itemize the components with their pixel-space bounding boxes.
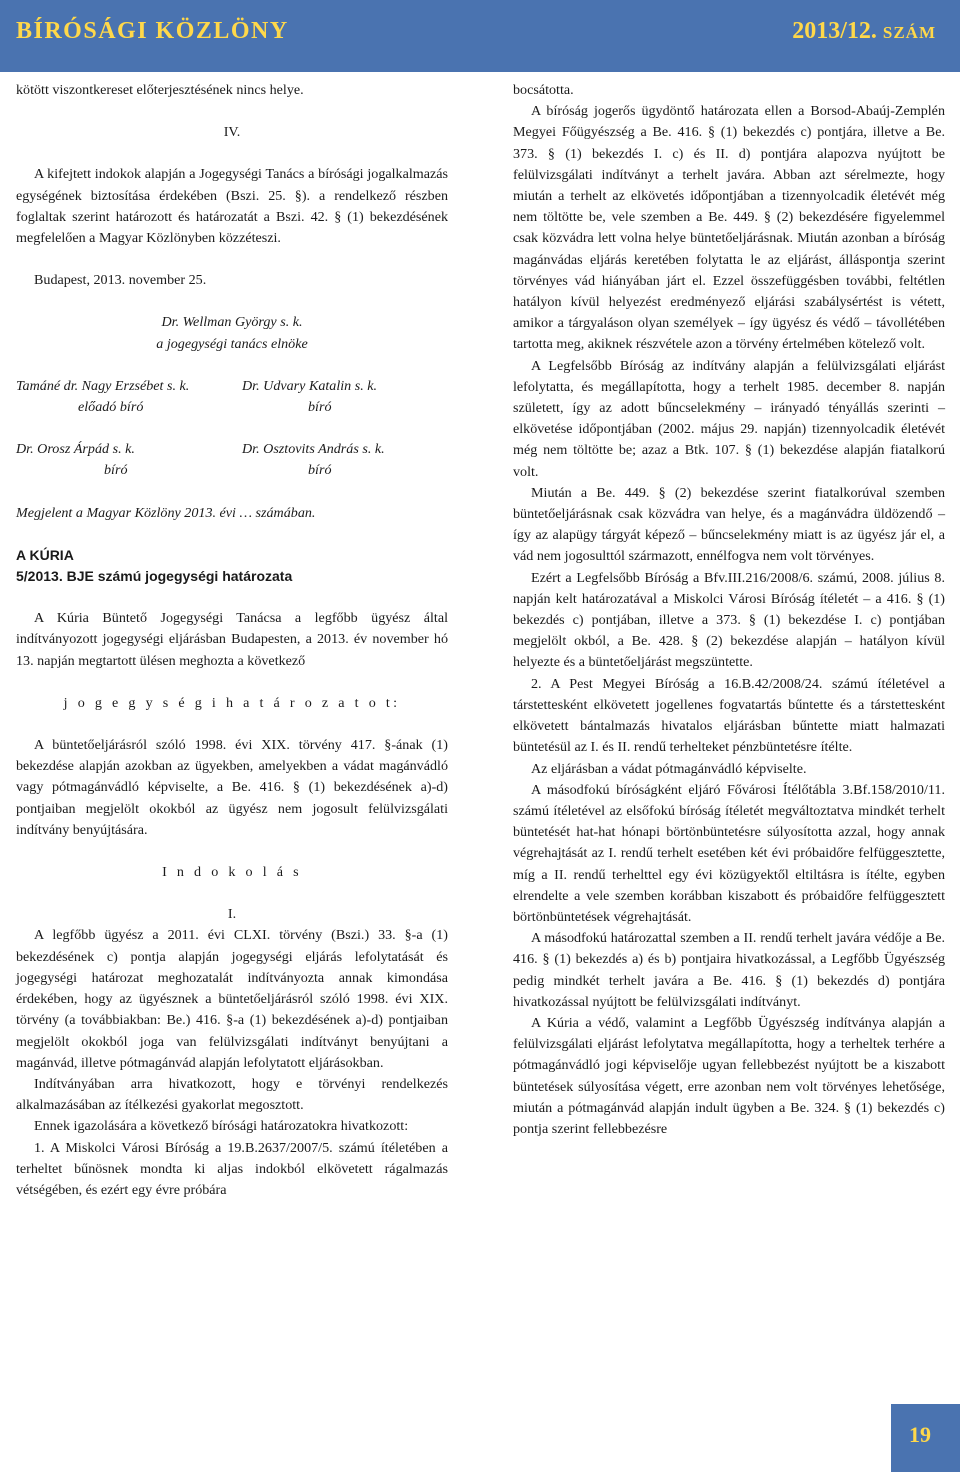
signature-name: Dr. Udvary Katalin s. k. <box>242 377 378 394</box>
paragraph: bocsátotta. <box>513 82 574 98</box>
paragraph: A büntetőeljárásról szóló 1998. évi XIX. törvény 417. §-ának (1) bekezdése alapján azokban az ügyekben, amelyekben a vádat magánvádló vagy pótmagánvádló képviselte, a Be. 416. § (1) bekezdésének a)-d) pontjaiban megjelölt okokból az ügyész nem jogosult felülvizsgálati indítvány benyújtására. <box>16 737 448 838</box>
decision-title: 5/2013. BJE számú jogegységi határozata <box>16 568 293 585</box>
paragraph: A Legfelsőbb Bíróság az indítvány alapján a felülvizsgálati eljárást lefolytatta, és megállapította, hogy a terhelt 1985. december 8. napján született, így az adott bűncselekmény – irányadó tényállás szerinti – elkövetése időpontjában (2002. május 29. napján) tizennyolcadik életévét még nem töltötte be; azaz a Btk. 107. § (1) bekezdése alapján fiatalkorú volt. <box>513 357 945 480</box>
journal-title: BÍRÓSÁGI KÖZLÖNY <box>16 18 289 44</box>
paragraph: Ezért a Legfelsőbb Bíróság a Bfv.III.216/2008/6. számú, 2008. július 8. napján kelt határozatával a Miskolci Városi Bíróság ítéletét – a 416. § (1) bekezdés c) pontjában, illetve a 373. § (1) bekezdése I. c) pontjában megjelölt okból, a Be. 428. § (2) bekezdése alapján – hatályon kívül helyezte és a büntetőeljárást megszüntette. <box>513 569 945 671</box>
paragraph: A kifejtett indokok alapján a Jogegységi Tanács a bírósági jogalkalmazás egységének biztosítása érdekében (Bszi. 25. §). a rendelkező részben foglaltak szerint határozott és határozatát a Bszi. 42. § (1) bekezdésének megfelelően a Magyar Közlönyben közzéteszi. <box>16 166 448 247</box>
paragraph: Ennek igazolására a következő bírósági határozatokra hivatkozott: <box>34 1118 409 1135</box>
signature-role: bíró <box>104 462 128 479</box>
paragraph: 1. A Miskolci Városi Bíróság a 19.B.2637/2007/5. számú ítéletében a terheltet bűnösnek mondta ki aljas indokból elkövetett rágalmazás vétségében, és ezért egy évre próbára <box>16 1139 448 1198</box>
signature-role: bíró <box>308 462 332 479</box>
paragraph: A Kúria a védő, valamint a Legfőbb Ügyészség indítványa alapján a felülvizsgálati eljárást lefolytatva megállapította, hogy a terheltek terhére a pótmagánvádló jogi képviselője ugyan fellebbezést nyújtott be a kiszabott büntetések súlyosítása végett, erre azonban nem volt törvényes lehetősége, miután a pótmagánvád alapján indult ügyben a Be. 324. § (1) bekezdés c) pontja szerint fellebbezésre <box>513 1014 945 1137</box>
page-number-box <box>891 1404 960 1472</box>
right-column <box>513 80 945 1140</box>
issue-number <box>792 18 936 45</box>
decision-word: j o g e g y s é g i h a t á r o z a t o t: <box>63 694 401 711</box>
signature-block <box>16 439 222 481</box>
paragraph: Miután a Be. 449. § (2) bekezdése szerint fiatalkorúval szemben büntetőeljárásnak csak közvádra van helye, és a magánvádra üldözendő – így az alapügy tárgyát képező – bűncselekmény miatt is az ügyész jár el, a vád nem jogosulttól származott, ennélfogva nem volt törvényes. <box>513 484 945 565</box>
left-column <box>16 80 448 1201</box>
paragraph: A legfőbb ügyész a 2011. évi CLXI. törvény (Bszi.) 33. §-a (1) bekezdésének c) pontja alapján jogegységi eljárás lefolytatását és jogegységi határozat meghozatalát indítványozta annak kimondása érdekében, hogy az ügyésznek a büntetőeljárásról szóló 1998. évi XIX. törvény (a továbbiakban: Be.) 416. §-a (1) bekezdésének a)-d) pontjaiban megjelölt okokból joga van felülvizsgálati indítványt benyújtani a magánvád, illetve pótmagánvád alapján lefolytatott eljárásokban. <box>16 927 448 1071</box>
signature-name: Dr. Osztovits András s. k. <box>242 441 385 458</box>
paragraph: A másodfokú határozattal szemben a II. rendű terhelt javára védője a Be. 416. § (1) bekezdés a) és b) pontjaira hivatkozással, a Legfőbb Ügyészség pedig mindkét terhelt javára a Be. 416. § (1) bekezdés d) pontjára hivatkozással nyújtott be felülvizsgálati indítványt. <box>513 930 945 1010</box>
chair-role: a jogegységi tanács elnöke <box>156 335 308 352</box>
signature-name: Dr. Orosz Árpád s. k. <box>16 441 135 458</box>
signature-name: Tamáné dr. Nagy Erzsébet s. k. <box>16 377 190 394</box>
court-name: A KÚRIA <box>16 546 74 563</box>
paragraph: A másodfokú bíróságként eljáró Fővárosi Ítélőtábla 3.Bf.158/2010/11. számú ítéletével az elsőfokú bíróság ítéletét megváltoztatva mindkét terhelt büntetését hat-hat hónapi börtönbüntetésre súlyosította azzal, hogy annak végrehajtását az I. rendű terhelt esetében két évi próbaidőre felfüggesztette, míg a II. rendű terhelttel egy évi közügyektől eltiltásra is ítélte, egyben elrendelte a vele szemben korábban kiszabott és próbaidőre felfüggesztett börtönbüntetések végrehajtását. <box>513 781 945 925</box>
signature-block <box>222 376 448 418</box>
signature-row <box>16 376 448 418</box>
page-number: 19 <box>909 1422 931 1447</box>
paragraph: kötött viszontkereset előterjesztésének nincs helye. <box>16 82 304 98</box>
paragraph: 2. A Pest Megyei Bíróság a 16.B.42/2008/24. számú ítéletével a társtettesként elkövetett jogellenes fogvatartás bűntette és a társtettesként elkövetett bántalmazás hivatalos eljárásban bűntette miatt halmazati büntetésül az I. és II. rendű terhelteket pénzbüntetésre ítélte. <box>513 675 945 756</box>
section-number: I. <box>227 906 237 923</box>
signature-row <box>16 439 448 481</box>
publication-note: Megjelent a Magyar Közlöny 2013. évi … számában. <box>16 504 316 521</box>
journal-header <box>0 0 960 72</box>
reasons-heading: I n d o k o l á s <box>162 864 302 881</box>
issue-number-value: 2013/12. <box>792 18 877 44</box>
signature-block <box>16 376 222 418</box>
signature-role: bíró <box>308 399 332 416</box>
paragraph: A bíróság jogerős ügydöntő határozata ellen a Borsod-Abaúj-Zemplén Megyei Főügyészség a Be. 416. § (1) bekezdés c) pontjára, illetve a Be. 373. § (1) bekezdés I. c) és II. d) pontjára alapozva nyújtott be felülvizsgálati indítványt a terhelt javára. Abban azt sérelmezte, hogy miután a terhelt az elkövetés időpontjában a tizennyolcadik életévét még nem töltötte be, vele szemben a Be. 449. § (2) bekezdésére figyelemmel csak közvádra lett volna helye büntetőeljárásnak. Miután azonban a bíróság magánvádas eljárás keretében folytatta le az eljárást, álláspontja szerint törvényes vád hiányában járt el. Ezzel összefüggésben további, feltétlen hatályon kívül helyezést eredményező eljárási szabálysértést is vétett, amikor a tárgyaláson olyan személyek – így ügyész és védő – távollétében tartotta meg, akiknek részvétele azon a törvény értelmében kötelező volt. <box>513 103 945 353</box>
paragraph: Az eljárásban a vádat pótmagánvádló képviselte. <box>531 760 807 777</box>
paragraph: A Kúria Büntető Jogegységi Tanácsa a legfőbb ügyész által indítványozott jogegységi eljárásban Budapesten, a 2013. év november hó 13. napján megtartott ülésen meghozta a következő <box>16 610 448 669</box>
place-date: Budapest, 2013. november 25. <box>34 272 207 289</box>
signature-role: előadó bíró <box>78 399 144 416</box>
section-number: IV. <box>223 124 241 141</box>
issue-word: SZÁM <box>882 23 936 42</box>
chair-name: Dr. Wellman György s. k. <box>161 314 303 331</box>
signature-block <box>222 439 448 481</box>
paragraph: Indítványában arra hivatkozott, hogy e törvényi rendelkezés alkalmazásában az ítélkezési gyakorlat megosztott. <box>16 1075 448 1114</box>
